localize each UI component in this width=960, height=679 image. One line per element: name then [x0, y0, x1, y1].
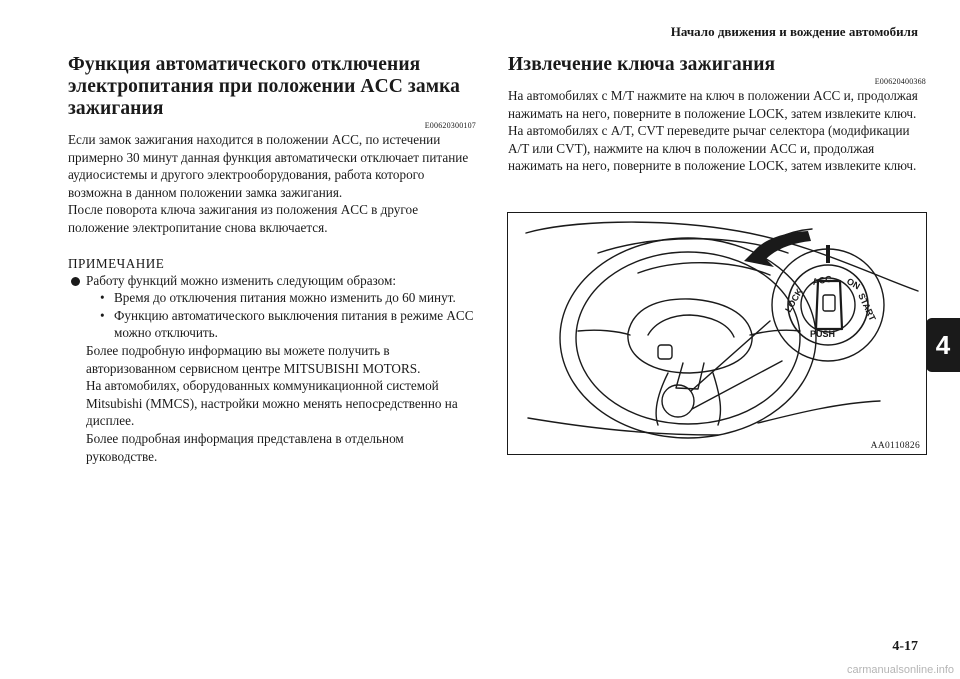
- hub-detail: [648, 315, 734, 337]
- chapter-tab: 4: [926, 318, 960, 372]
- section-title-acc-power-off: Функция автоматического отключения электропитания при положении ACC замка зажигания: [68, 54, 460, 119]
- key-slot: [823, 295, 835, 311]
- figure-code: AA0110826: [870, 441, 920, 451]
- note-paragraph: Более подробную информацию вы можете получить в авторизованном сервисном центре MITSUBISHI MOTORS.: [86, 342, 421, 376]
- body-paragraph: На автомобилях с A/T, CVT переведите рычаг селектора (модификации A/T или CVT), нажмите на ключ в положении ACC и, продолжая нажимать на него, поверните в положение LOCK, затем извлеките ключ.: [508, 123, 917, 174]
- instrument-hood-inner: [638, 263, 770, 275]
- section-code: E00620400368: [874, 77, 926, 86]
- body-paragraph: Если замок зажигания находится в положении ACC, по истечении примерно 30 минут данная функция автоматически отключает питание аудиосистемы и другого электрооборудования, работа которого возможна в данном положении замка зажигания.: [68, 132, 469, 200]
- label-acc: ACC: [811, 273, 833, 287]
- note-title: ПРИМЕЧАНИЕ: [68, 255, 165, 271]
- body-paragraph: На автомобилях с M/T нажмите на ключ в положении ACC и, продолжая нажимать на него, поверните в положение LOCK, затем извлеките ключ.: [508, 88, 918, 121]
- spoke-left: [578, 330, 630, 335]
- section-title-key-removal: Извлечение ключа зажигания: [508, 54, 776, 75]
- ignition-location-marker: [662, 385, 694, 417]
- note-sub-item-text: Функцию автоматического выключения питания в режиме ACC можно отключить.: [114, 307, 474, 341]
- sub-bullet-icon: •: [100, 307, 105, 323]
- callout-line: [692, 361, 782, 409]
- lower-dash-right: [758, 401, 880, 423]
- label-lock: LOCK: [783, 286, 805, 314]
- steering-wheel-rim: [560, 238, 816, 438]
- note-sub-item: [100, 307, 476, 342]
- sub-bullet-icon: •: [100, 290, 105, 306]
- section-code: E00620300107: [424, 121, 476, 130]
- note-paragraph: На автомобилях, оборудованных коммуникационной системой Mitsubishi (MMCS), настройки можно менять непосредственно на дисплее.: [86, 378, 458, 429]
- steering-wheel-rim-inner: [576, 252, 800, 424]
- rotation-arrow-icon: [744, 231, 811, 267]
- label-push: PUSH: [810, 329, 836, 339]
- note-bullet-text: Работу функций можно изменить следующим образом:: [86, 272, 397, 288]
- lower-dash: [528, 418, 718, 435]
- note-sub-item: [100, 289, 476, 307]
- key-position-mark: [826, 245, 830, 263]
- note-block: [68, 272, 476, 466]
- right-column: [508, 54, 926, 175]
- label-on: ON: [845, 276, 862, 292]
- note-sub-list: [68, 289, 476, 342]
- page-number: 4-17: [892, 639, 918, 654]
- watermark: carmanualsonline.info: [846, 664, 954, 676]
- key-head: [816, 281, 842, 329]
- note-sub-item-text: Время до отключения питания можно изменить до 60 минут.: [114, 290, 456, 306]
- body-paragraph: После поворота ключа зажигания из положения ACC в другое положение электропитание снова включается.: [68, 202, 419, 235]
- spoke-bottom-right: [713, 373, 720, 425]
- left-column: [68, 54, 476, 465]
- note-paragraph: Более подробная информация представлена в отдельном руководстве.: [86, 430, 404, 464]
- note-bullet: [68, 272, 476, 290]
- ignition-illustration: [507, 212, 927, 455]
- running-header: Начало движения и вождение автомобиля: [670, 24, 918, 39]
- label-start: START: [856, 291, 878, 323]
- bullet-dot-icon: [71, 277, 80, 286]
- stalk-switch: [658, 345, 672, 359]
- steering-wheel-ignition-drawing: [508, 213, 926, 454]
